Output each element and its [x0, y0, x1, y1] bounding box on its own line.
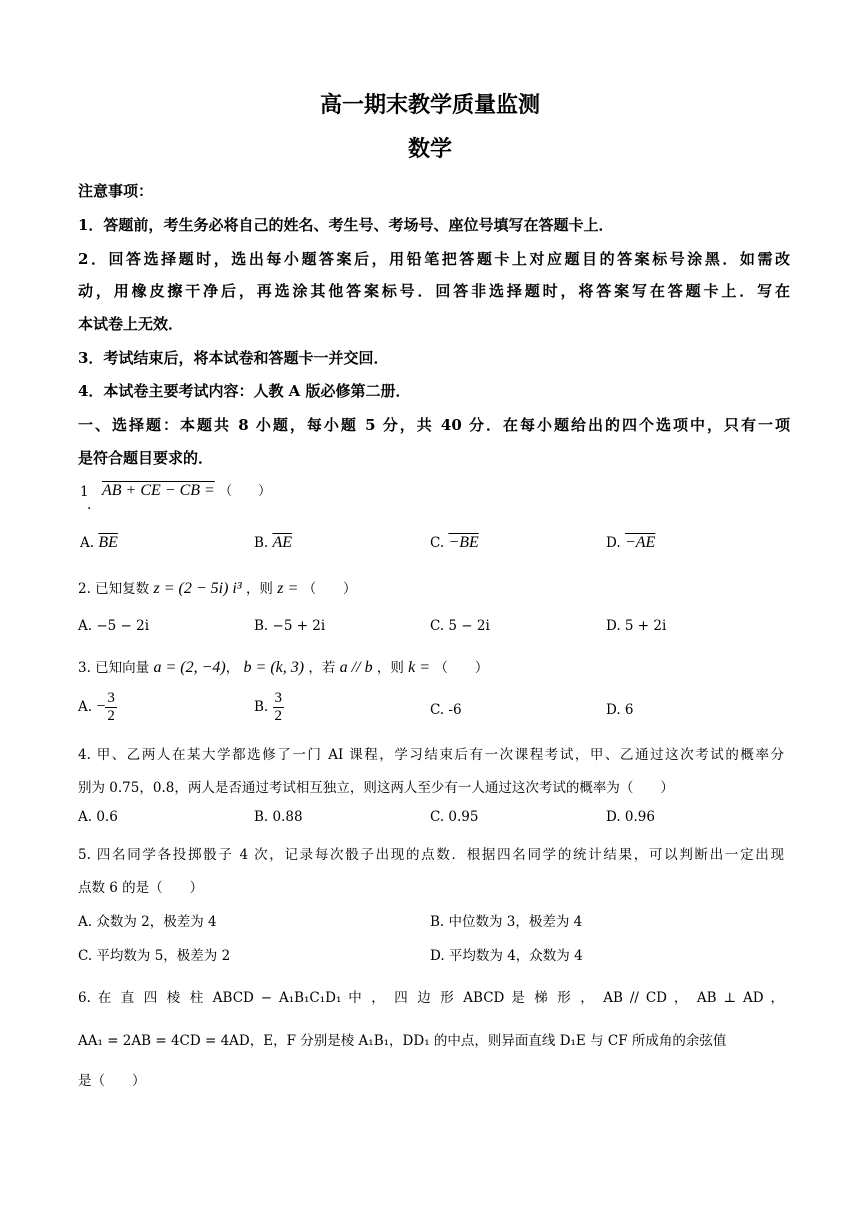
q6-stem: 6. 在 直 四 棱 柱 ABCD − A₁B₁C₁D₁ 中 ， 四 边 形 ABCD 是 梯 形 ， AB // CD ， AB ⊥ AD ，	[78, 990, 784, 1006]
notice-heading: 注意事项：	[78, 182, 154, 200]
q2-option-a: A. −5 − 2i	[78, 618, 150, 634]
q3-vector-a: a = (2, −4)	[153, 659, 226, 676]
exam-title: 高一期末教学质量监测	[319, 92, 540, 118]
q1-number: 1	[80, 484, 89, 500]
q6-stem-cont: AA₁ = 2AB = 4CD = 4AD，E，F 分别是棱 A₁B₁，DD₁ 的中点，则异面直线 D₁E 与 CF 所成角的余弦值	[78, 1033, 727, 1049]
q5-stem: 5. 四名同学各投掷骰子 4 次，记录每次骰子出现的点数．根据四名同学的统计结果，可以判断出一定出现	[78, 847, 784, 863]
q1-expression: AB + CE − CB =	[102, 482, 215, 499]
q2-expression: z = (2 − 5i) i³	[153, 580, 242, 597]
q6-stem-end: 是（ ）	[78, 1073, 146, 1089]
q2-option-d: D. 5 + 2i	[606, 618, 667, 634]
q5-option-d: D. 平均数为 4，众数为 4	[430, 948, 583, 964]
q2-conjugate: z =	[277, 580, 299, 597]
q4-option-c: C. 0.95	[430, 809, 479, 825]
q2-option-c: C. 5 − 2i	[430, 618, 490, 634]
q5-stem-cont: 点数 6 的是（ ）	[78, 880, 204, 896]
notice-item-3: 3．考试结束后，将本试卷和答题卡一并交回．	[78, 349, 389, 367]
q2-option-b: B. −5 + 2i	[254, 618, 326, 634]
q3-stem: 3. 已知向量 a = (2, −4)， b = (k, 3) ，若 a // b ，则 k = （ ）	[78, 659, 489, 676]
notice-item-2: 2．回答选择题时，选出每小题答案后，用铅笔把答题卡上对应题目的答案标号涂黑．如需改	[78, 250, 790, 268]
q1-option-a: A. $\overline{BE}$	[80, 534, 118, 551]
section1-intro-cont: 是符合题目要求的．	[78, 449, 214, 467]
q1-option-c: C. −BE	[430, 534, 479, 551]
section1-intro: 一、选择题：本题共 8 小题，每小题 5 分，共 40 分．在每小题给出的四个选项中，只有一项	[78, 416, 790, 434]
q2-stem: 2. 已知复数 z = (2 − 5i) i³ ，则 z = （ ）	[78, 580, 357, 597]
q4-option-d: D. 0.96	[606, 809, 655, 825]
q1-option-b: B. $\overline{AE}$	[254, 534, 293, 551]
notice-item-1: 1．答题前，考生务必将自己的姓名、考生号、考场号、座位号填写在答题卡上．	[78, 216, 614, 234]
q1-paren: （ ）	[219, 484, 272, 499]
q3-option-a: A. − $\frac{3}{2}$	[78, 690, 115, 724]
q3-vector-b: b = (k, 3)	[243, 659, 305, 676]
q4-stem: 4. 甲、乙两人在某大学都选修了一门 AI 课程，学习结束后有一次课程考试，甲、乙通过这次考试的概率分	[78, 747, 784, 763]
q1-option-d: D. −AE	[606, 534, 656, 551]
q4-stem-cont: 别为 0.75，0.8，两人是否通过考试相互独立，则这两人至少有一人通过这次考试的概率为（ ）	[78, 780, 674, 796]
q5-option-a: A. 众数为 2，极差为 4	[78, 914, 217, 930]
q4-option-a: A. 0.6	[78, 809, 118, 825]
q1-stem	[102, 480, 271, 500]
q3-option-d: D. 6	[606, 702, 634, 718]
q5-option-b: B. 中位数为 3，极差为 4	[430, 914, 583, 930]
q1-dot: .	[87, 497, 92, 513]
notice-item-2-end: 本试卷上无效．	[78, 315, 184, 333]
q3-option-c: C. -6	[430, 702, 462, 718]
q4-option-b: B. 0.88	[254, 809, 303, 825]
q5-option-c: C. 平均数为 5，极差为 2	[78, 948, 231, 964]
q3-parallel: a // b	[339, 659, 373, 676]
notice-item-4: 4．本试卷主要考试内容：人教 A 版必修第二册．	[78, 382, 411, 400]
q3-option-b: B. $\frac{3}{2}$	[254, 690, 283, 724]
notice-item-2-cont: 动，用橡皮擦干净后，再选涂其他答案标号．回答非选择题时，将答案写在答题卡上．写在	[78, 282, 790, 300]
exam-subject: 数学	[407, 136, 452, 162]
